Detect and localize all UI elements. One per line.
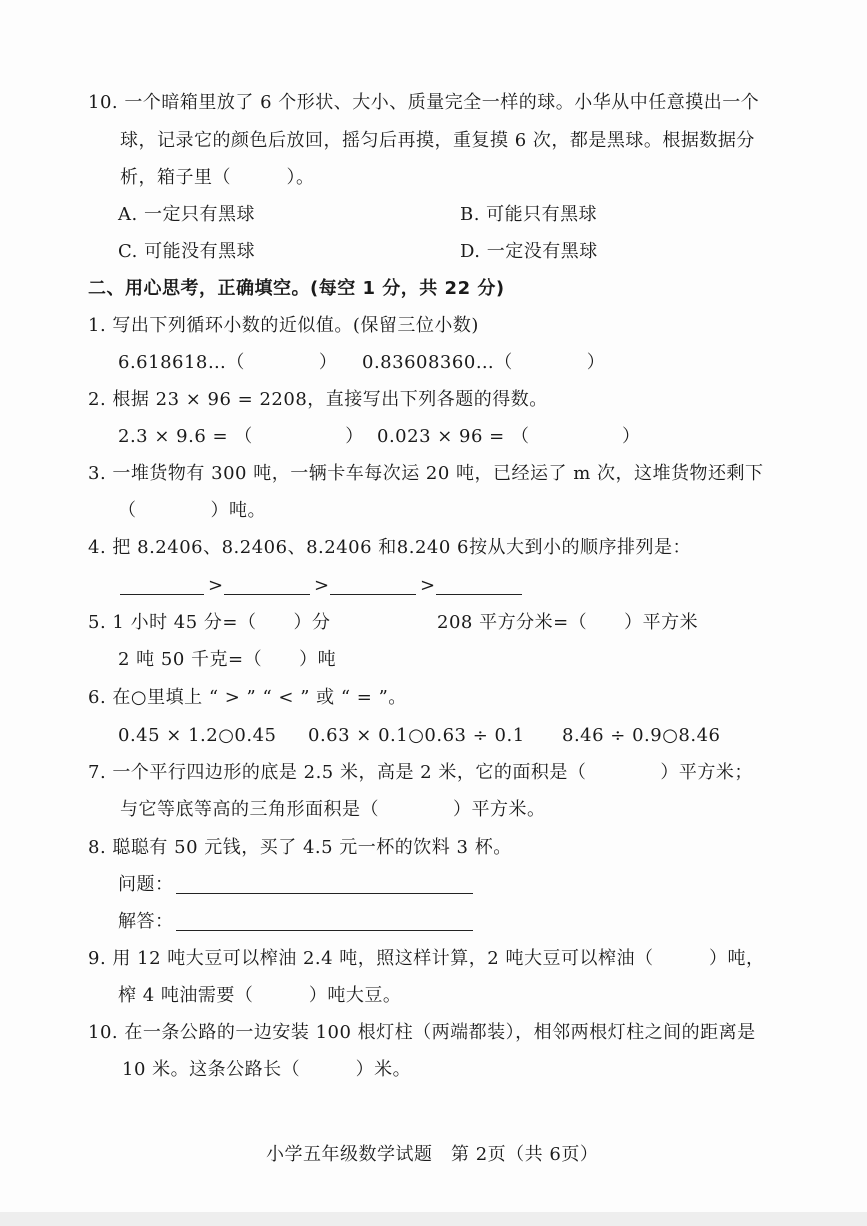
q4-blank-3 xyxy=(330,594,416,595)
q4-stem: 4. 把 8.2406、8.2406、8.2406 和8.240 6按从大到小的顺序排列是： xyxy=(88,537,691,558)
mc10-line2: 球，记录它的颜色后放回，摇匀后再摸，重复摸 6 次，都是黑球。根据数据分 xyxy=(120,130,755,151)
q6-stem: 6. 在○里填上 “ > ” “ < ” 或 “ = ”。 xyxy=(88,687,407,708)
mc10-option-a: A. 一定只有黑球 xyxy=(118,204,255,225)
q4-blank-1 xyxy=(120,594,204,595)
q4-blank-2 xyxy=(224,594,310,595)
q4-gt-1: > xyxy=(208,575,224,596)
q6-item-b: 0.63 × 0.1○0.63 ÷ 0.1 xyxy=(308,725,525,746)
mc10-line1: 10. 一个暗箱里放了 6 个形状、大小、质量完全一样的球。小华从中任意摸出一个 xyxy=(88,92,760,113)
section-2-title: 二、用心思考，正确填空。(每空 1 分，共 22 分) xyxy=(88,278,505,299)
q8-question-label: 问题： xyxy=(118,874,174,895)
q2-item-b: 0.023 × 96 = （ ） xyxy=(377,426,641,447)
q3-line1: 3. 一堆货物有 300 吨，一辆卡车每次运 20 吨，已经运了 m 次，这堆货物还剩下 xyxy=(88,463,764,484)
q2-item-a: 2.3 × 9.6 = （ ） xyxy=(118,426,364,447)
q1-stem: 1. 写出下列循环小数的近似值。(保留三位小数) xyxy=(88,315,479,336)
q8-stem: 8. 聪聪有 50 元钱，买了 4.5 元一杯的饮料 3 杯。 xyxy=(88,837,512,858)
mc10-line3: 析，箱子里（ ）。 xyxy=(120,167,315,188)
q4-blank-4 xyxy=(436,594,522,595)
q2-stem: 2. 根据 23 × 96 = 2208，直接写出下列各题的得数。 xyxy=(88,389,548,410)
q1-item-b: 0.83608360…（ ） xyxy=(362,352,606,373)
q8-answer-blank xyxy=(176,930,473,931)
page-footer: 小学五年级数学试题 第 2页（共 6页） xyxy=(266,1144,599,1165)
q5-item-c: 2 吨 50 千克=（ ）吨 xyxy=(118,649,337,670)
q4-gt-3: > xyxy=(420,575,436,596)
q9-line2: 榨 4 吨油需要（ ）吨大豆。 xyxy=(118,985,402,1006)
mc10-option-d: D. 一定没有黑球 xyxy=(460,241,598,262)
mc10-option-b: B. 可能只有黑球 xyxy=(460,204,598,225)
q3-line2: （ ）吨。 xyxy=(118,500,266,521)
q7-line2: 与它等底等高的三角形面积是（ ）平方米。 xyxy=(120,799,546,820)
scan-bottom-edge xyxy=(0,1212,867,1226)
q9-line1: 9. 用 12 吨大豆可以榨油 2.4 吨，照这样计算，2 吨大豆可以榨油（ ）吨， xyxy=(88,948,765,969)
mc10-option-c: C. 可能没有黑球 xyxy=(118,241,256,262)
q8-question-blank xyxy=(176,893,473,894)
q7-line1: 7. 一个平行四边形的底是 2.5 米，高是 2 米，它的面积是（ ）平方米； xyxy=(88,762,753,783)
q5-item-b: 208 平方分米=（ ）平方米 xyxy=(437,612,699,633)
q10-line1: 10. 在一条公路的一边安装 100 根灯柱（两端都装），相邻两根灯柱之间的距离是 xyxy=(88,1022,756,1043)
q10-line2: 10 米。这条公路长（ ）米。 xyxy=(122,1059,412,1080)
q1-item-a: 6.618618…（ ） xyxy=(118,352,338,373)
q8-answer-label: 解答： xyxy=(118,911,174,932)
q6-item-a: 0.45 × 1.2○0.45 xyxy=(118,725,277,746)
q5-item-a: 5. 1 小时 45 分=（ ）分 xyxy=(88,612,331,633)
q4-gt-2: > xyxy=(314,575,330,596)
q6-item-c: 8.46 ÷ 0.9○8.46 xyxy=(562,725,721,746)
